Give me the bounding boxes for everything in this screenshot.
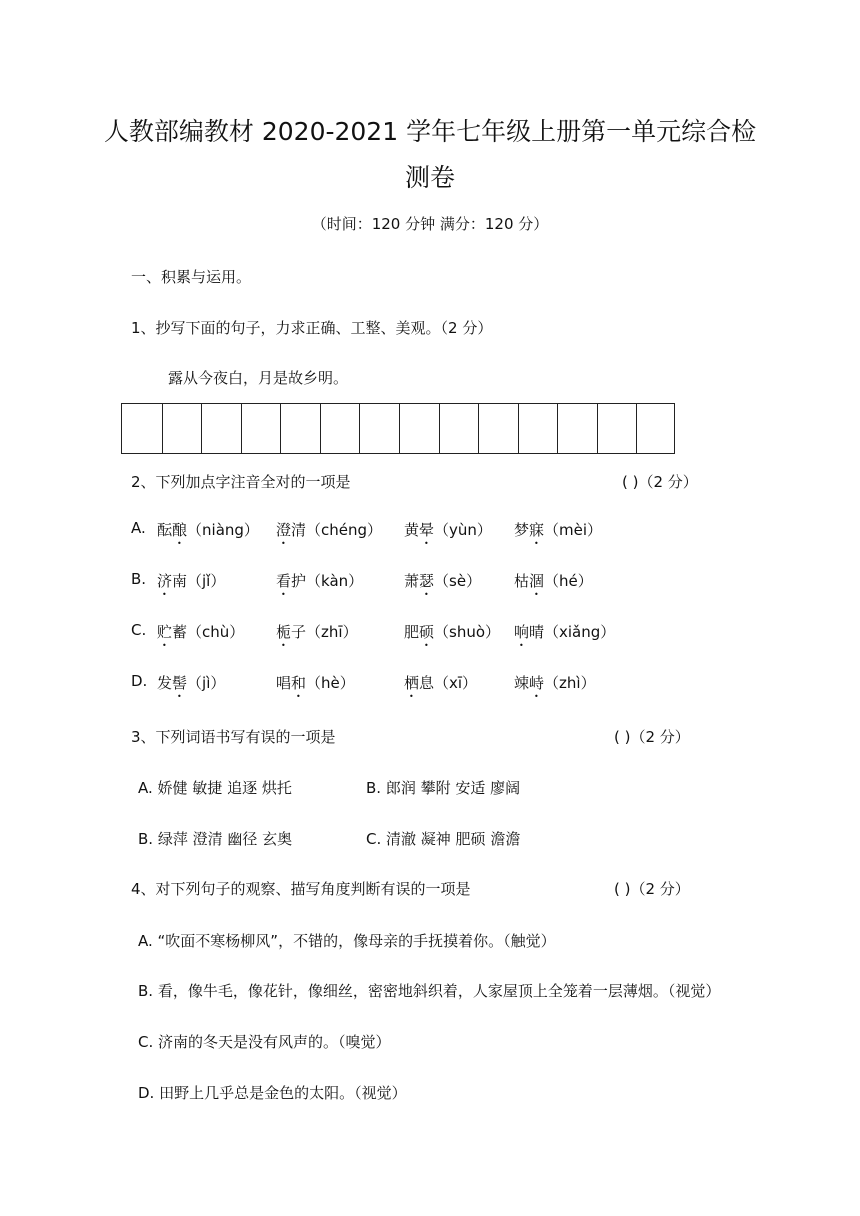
question-4-score: ( )（2 分） [614,880,690,898]
question-2-word: 发髻（jì） [157,674,226,692]
question-2-option-label: B. [131,570,147,588]
question-4-option-a: A. “吹面不寒杨柳风”，不错的，像母亲的手抚摸着你。（触觉） [138,932,556,950]
question-2-score: ( )（2 分） [622,473,698,491]
question-4-option-b: B. 看，像牛毛，像花针，像细丝，密密地斜织着，人家屋顶上全笼着一层薄烟。（视觉） [138,982,721,1000]
exam-meta: （时间：120 分钟 满分：120 分） [311,215,549,233]
grid-cell-divider [359,404,360,453]
question-4-option-d: D. 田野上几乎总是金色的太阳。（视觉） [138,1084,407,1102]
question-4-stem: 4、对下列句子的观察、描写角度判断有误的一项是 [131,880,471,898]
grid-cell-divider [557,404,558,453]
question-2-word: 肥硕（shuò） [404,623,501,641]
question-4-option-c: C. 济南的冬天是没有风声的。（嗅觉） [138,1033,391,1051]
question-3-option-b2: B. 绿萍 澄清 幽径 玄奥 [138,830,293,848]
question-2-word: 萧瑟（sè） [404,572,482,590]
exam-title-line2: 测卷 [404,163,455,192]
question-2-word: 济南（jǐ） [157,572,226,590]
question-2-word: 栀子（zhī） [276,623,358,641]
question-2-word: 唱和（hè） [276,674,355,692]
question-2-word: 看护（kàn） [276,572,364,590]
question-2-word: 枯涸（hé） [514,572,593,590]
question-2-stem: 2、下列加点字注音全对的一项是 [131,473,351,491]
question-1-stem: 1、抄写下面的句子，力求正确、工整、美观。（2 分） [131,319,493,337]
question-2-word: 澄清（chéng） [276,521,383,539]
grid-cell-divider [162,404,163,453]
question-2-option-label: D. [131,672,148,690]
grid-cell-divider [518,404,519,453]
question-2-word: 酝酿（niàng） [157,521,259,539]
exam-title-line1: 人教部编教材 2020-2021 学年七年级上册第一单元综合检 [103,117,757,146]
question-3-option-b: B. 郎润 攀附 安适 廖阔 [366,779,521,797]
question-3-score: ( )（2 分） [614,728,690,746]
question-3-option-c: C. 清澈 凝神 肥硕 澹澹 [366,830,521,848]
question-2-word: 竦峙（zhì） [514,674,596,692]
question-3-option-a: A. 娇健 敏捷 追逐 烘托 [138,779,292,797]
grid-cell-divider [280,404,281,453]
question-2-option-label: A. [131,519,146,537]
grid-cell-divider [201,404,202,453]
question-2-word: 栖息（xī） [404,674,478,692]
copy-sentence: 露从今夜白，月是故乡明。 [168,369,349,387]
writing-grid [121,403,675,454]
question-3-stem: 3、下列词语书写有误的一项是 [131,728,336,746]
section-heading: 一、积累与运用。 [131,268,252,286]
question-2-word: 梦寐（mèi） [514,521,603,539]
question-2-word: 黄晕（yùn） [404,521,492,539]
grid-cell-divider [478,404,479,453]
question-2-word: 贮蓄（chù） [157,623,245,641]
grid-cell-divider [399,404,400,453]
grid-cell-divider [320,404,321,453]
grid-cell-divider [439,404,440,453]
grid-cell-divider [636,404,637,453]
grid-cell-divider [597,404,598,453]
grid-cell-divider [241,404,242,453]
question-2-option-label: C. [131,621,147,639]
question-2-word: 响晴（xiǎng） [514,623,616,641]
